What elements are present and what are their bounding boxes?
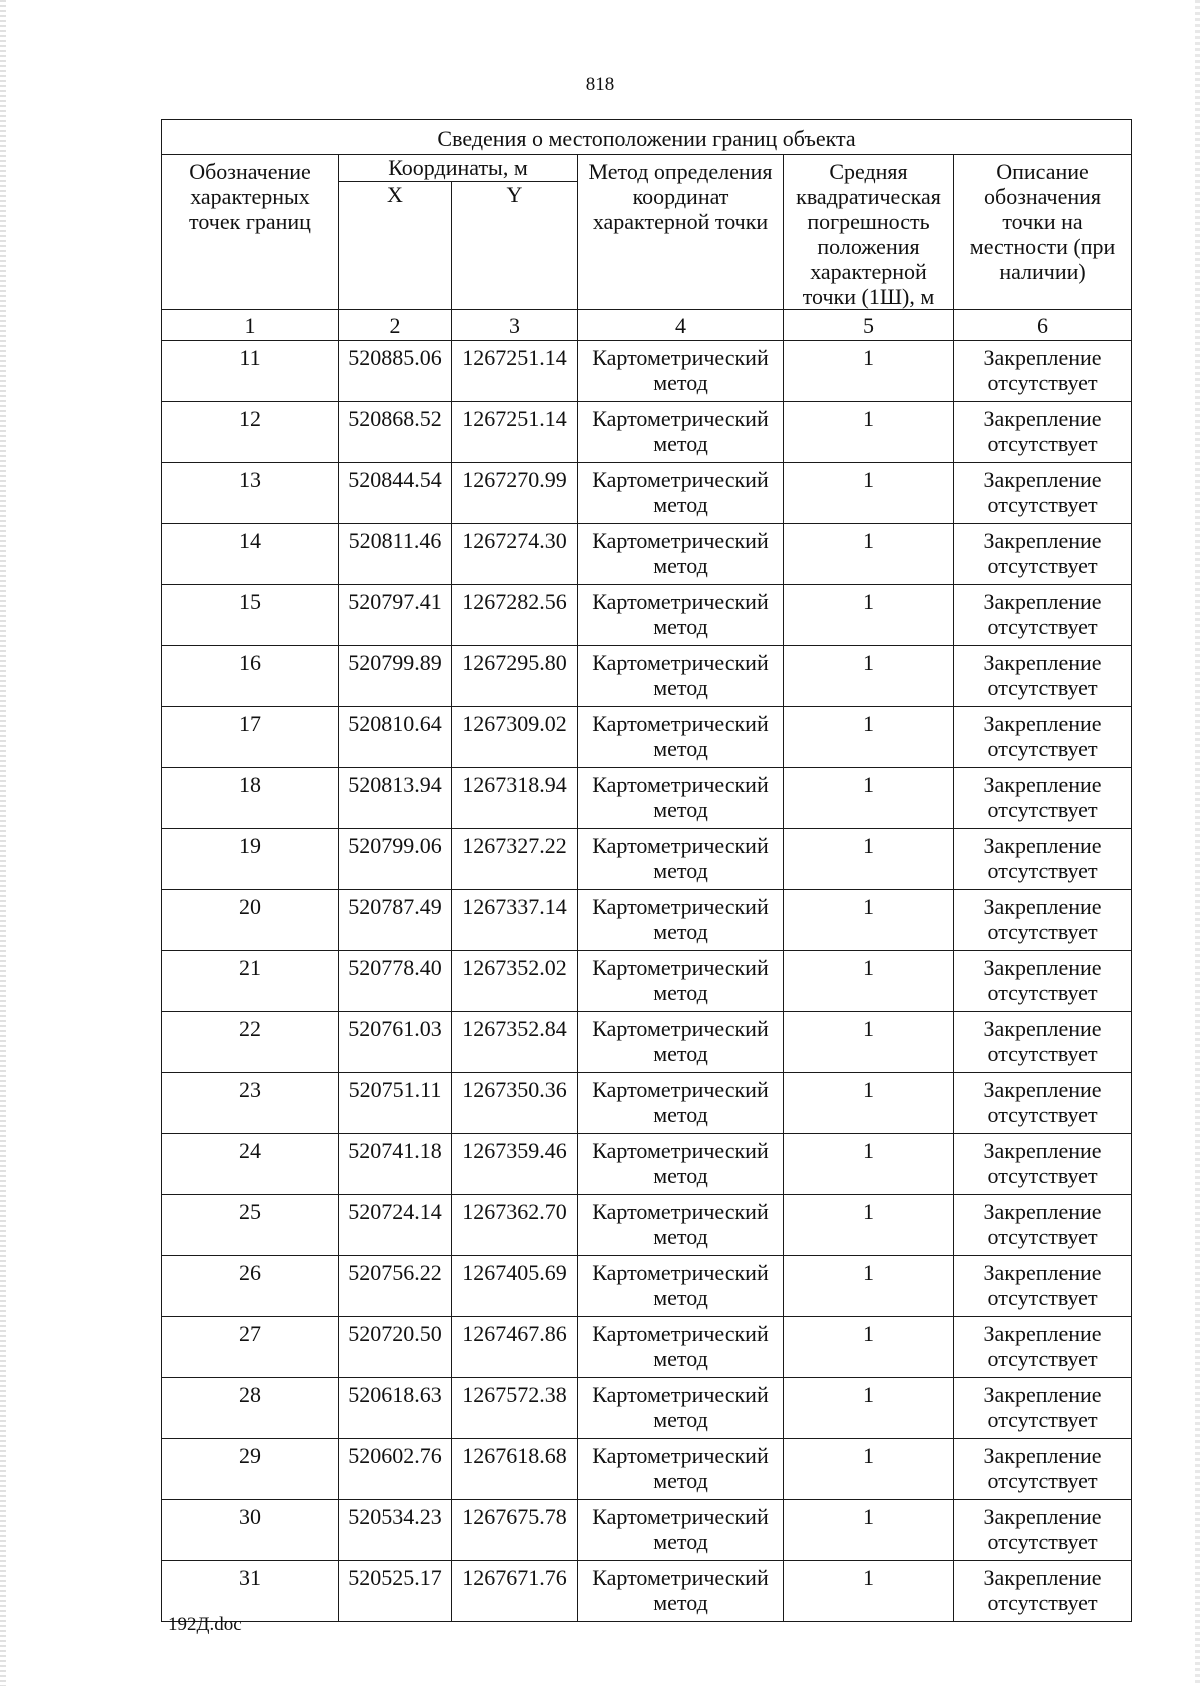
- cell-y: 1267318.94: [452, 768, 578, 829]
- cell-y: 1267352.02: [452, 951, 578, 1012]
- table-row: [162, 951, 1132, 1012]
- cell-description: Закрепление отсутствует: [954, 1012, 1132, 1073]
- cell-description: Закрепление отсутствует: [954, 951, 1132, 1012]
- cell-x: 520868.52: [339, 402, 452, 463]
- cell-description: Закрепление отсутствует: [954, 585, 1132, 646]
- cell-point: 21: [162, 951, 339, 1012]
- table-row: [162, 463, 1132, 524]
- cell-point: 17: [162, 707, 339, 768]
- cell-point: 12: [162, 402, 339, 463]
- cell-y: 1267282.56: [452, 585, 578, 646]
- column-number: 3: [452, 310, 578, 341]
- table-row: [162, 707, 1132, 768]
- cell-method: Картометрический метод: [578, 585, 784, 646]
- document-filename: 192Д.doc: [168, 1614, 242, 1635]
- cell-error: 1: [784, 951, 954, 1012]
- cell-y: 1267618.68: [452, 1439, 578, 1500]
- table-row: [162, 1073, 1132, 1134]
- cell-description: Закрепление отсутствует: [954, 1256, 1132, 1317]
- cell-method: Картометрический метод: [578, 1195, 784, 1256]
- column-number: 6: [954, 310, 1132, 341]
- cell-point: 23: [162, 1073, 339, 1134]
- table-row: [162, 1195, 1132, 1256]
- cell-description: Закрепление отсутствует: [954, 1317, 1132, 1378]
- cell-x: 520741.18: [339, 1134, 452, 1195]
- cell-point: 22: [162, 1012, 339, 1073]
- cell-description: Закрепление отсутствует: [954, 1195, 1132, 1256]
- cell-description: Закрепление отсутствует: [954, 707, 1132, 768]
- cell-y: 1267274.30: [452, 524, 578, 585]
- boundary-coordinates-table: [161, 119, 1132, 1622]
- cell-y: 1267295.80: [452, 646, 578, 707]
- cell-error: 1: [784, 707, 954, 768]
- header-coordinates: Координаты, м: [339, 155, 578, 182]
- table-row: [162, 1439, 1132, 1500]
- cell-y: 1267350.36: [452, 1073, 578, 1134]
- cell-x: 520778.40: [339, 951, 452, 1012]
- cell-method: Картометрический метод: [578, 829, 784, 890]
- cell-error: 1: [784, 463, 954, 524]
- cell-x: 520525.17: [339, 1561, 452, 1622]
- column-number: 4: [578, 310, 784, 341]
- cell-point: 11: [162, 341, 339, 402]
- cell-y: 1267405.69: [452, 1256, 578, 1317]
- table-row: [162, 341, 1132, 402]
- header-point-designation: Обозначение характерных точек границ: [162, 155, 339, 310]
- cell-y: 1267572.38: [452, 1378, 578, 1439]
- cell-point: 28: [162, 1378, 339, 1439]
- cell-error: 1: [784, 1134, 954, 1195]
- cell-x: 520618.63: [339, 1378, 452, 1439]
- cell-description: Закрепление отсутствует: [954, 1134, 1132, 1195]
- column-number: 5: [784, 310, 954, 341]
- header-method: Метод определения координат характерной точки: [578, 155, 784, 310]
- cell-x: 520761.03: [339, 1012, 452, 1073]
- table-row: [162, 402, 1132, 463]
- cell-method: Картометрический метод: [578, 1500, 784, 1561]
- cell-error: 1: [784, 1378, 954, 1439]
- cell-description: Закрепление отсутствует: [954, 829, 1132, 890]
- table-row: [162, 524, 1132, 585]
- cell-x: 520724.14: [339, 1195, 452, 1256]
- cell-point: 20: [162, 890, 339, 951]
- cell-point: 15: [162, 585, 339, 646]
- cell-y: 1267362.70: [452, 1195, 578, 1256]
- cell-error: 1: [784, 1500, 954, 1561]
- table-row: [162, 585, 1132, 646]
- header-x: X: [339, 182, 452, 310]
- cell-description: Закрепление отсутствует: [954, 1500, 1132, 1561]
- scan-edge-right: [1195, 0, 1200, 1686]
- table-row: [162, 646, 1132, 707]
- cell-description: Закрепление отсутствует: [954, 768, 1132, 829]
- cell-point: 29: [162, 1439, 339, 1500]
- cell-error: 1: [784, 646, 954, 707]
- cell-x: 520799.06: [339, 829, 452, 890]
- cell-description: Закрепление отсутствует: [954, 1439, 1132, 1500]
- cell-x: 520787.49: [339, 890, 452, 951]
- cell-point: 14: [162, 524, 339, 585]
- cell-description: Закрепление отсутствует: [954, 1378, 1132, 1439]
- cell-method: Картометрический метод: [578, 1256, 784, 1317]
- cell-x: 520751.11: [339, 1073, 452, 1134]
- cell-x: 520534.23: [339, 1500, 452, 1561]
- cell-x: 520813.94: [339, 768, 452, 829]
- table-row: [162, 1561, 1132, 1622]
- cell-error: 1: [784, 768, 954, 829]
- cell-error: 1: [784, 341, 954, 402]
- cell-point: 25: [162, 1195, 339, 1256]
- cell-point: 13: [162, 463, 339, 524]
- cell-error: 1: [784, 1073, 954, 1134]
- cell-y: 1267352.84: [452, 1012, 578, 1073]
- cell-y: 1267251.14: [452, 341, 578, 402]
- cell-description: Закрепление отсутствует: [954, 402, 1132, 463]
- cell-error: 1: [784, 890, 954, 951]
- header-y: Y: [452, 182, 578, 310]
- cell-point: 27: [162, 1317, 339, 1378]
- cell-point: 19: [162, 829, 339, 890]
- table-row: [162, 768, 1132, 829]
- cell-y: 1267309.02: [452, 707, 578, 768]
- cell-y: 1267467.86: [452, 1317, 578, 1378]
- table-row: [162, 1012, 1132, 1073]
- cell-method: Картометрический метод: [578, 707, 784, 768]
- table-row: [162, 1256, 1132, 1317]
- table-row: [162, 1134, 1132, 1195]
- cell-error: 1: [784, 1012, 954, 1073]
- table-row: [162, 1317, 1132, 1378]
- cell-method: Картометрический метод: [578, 341, 784, 402]
- cell-x: 520811.46: [339, 524, 452, 585]
- cell-description: Закрепление отсутствует: [954, 1073, 1132, 1134]
- cell-error: 1: [784, 1561, 954, 1622]
- cell-error: 1: [784, 1195, 954, 1256]
- table-row: [162, 1500, 1132, 1561]
- cell-x: 520756.22: [339, 1256, 452, 1317]
- cell-y: 1267270.99: [452, 463, 578, 524]
- column-number: 2: [339, 310, 452, 341]
- cell-method: Картометрический метод: [578, 646, 784, 707]
- header-mean-error: Средняя квадратическая погрешность положения характерной точки (1Ш), м: [784, 155, 954, 310]
- cell-x: 520797.41: [339, 585, 452, 646]
- cell-method: Картометрический метод: [578, 1561, 784, 1622]
- cell-y: 1267251.14: [452, 402, 578, 463]
- cell-method: Картометрический метод: [578, 524, 784, 585]
- table-row: [162, 1378, 1132, 1439]
- header-description: Описание обозначения точки на местности (при наличии): [954, 155, 1132, 310]
- cell-error: 1: [784, 1256, 954, 1317]
- cell-method: Картометрический метод: [578, 890, 784, 951]
- cell-x: 520720.50: [339, 1317, 452, 1378]
- cell-y: 1267327.22: [452, 829, 578, 890]
- cell-method: Картометрический метод: [578, 1134, 784, 1195]
- cell-description: Закрепление отсутствует: [954, 890, 1132, 951]
- cell-method: Картометрический метод: [578, 1012, 784, 1073]
- cell-method: Картометрический метод: [578, 402, 784, 463]
- cell-description: Закрепление отсутствует: [954, 463, 1132, 524]
- cell-description: Закрепление отсутствует: [954, 1561, 1132, 1622]
- cell-point: 16: [162, 646, 339, 707]
- cell-error: 1: [784, 1317, 954, 1378]
- cell-point: 31: [162, 1561, 339, 1622]
- cell-point: 24: [162, 1134, 339, 1195]
- cell-error: 1: [784, 1439, 954, 1500]
- cell-method: Картометрический метод: [578, 1378, 784, 1439]
- cell-error: 1: [784, 829, 954, 890]
- cell-description: Закрепление отсутствует: [954, 524, 1132, 585]
- cell-method: Картометрический метод: [578, 768, 784, 829]
- cell-y: 1267337.14: [452, 890, 578, 951]
- table-body: [162, 341, 1132, 1622]
- cell-x: 520844.54: [339, 463, 452, 524]
- cell-description: Закрепление отсутствует: [954, 646, 1132, 707]
- cell-description: Закрепление отсутствует: [954, 341, 1132, 402]
- cell-error: 1: [784, 402, 954, 463]
- cell-x: 520885.06: [339, 341, 452, 402]
- cell-error: 1: [784, 585, 954, 646]
- scan-edge-left: [0, 0, 6, 1686]
- cell-point: 18: [162, 768, 339, 829]
- page-number: 818: [585, 74, 615, 95]
- cell-error: 1: [784, 524, 954, 585]
- cell-x: 520602.76: [339, 1439, 452, 1500]
- cell-point: 26: [162, 1256, 339, 1317]
- cell-y: 1267359.46: [452, 1134, 578, 1195]
- cell-x: 520810.64: [339, 707, 452, 768]
- cell-y: 1267671.76: [452, 1561, 578, 1622]
- cell-method: Картометрический метод: [578, 1317, 784, 1378]
- cell-point: 30: [162, 1500, 339, 1561]
- column-number: 1: [162, 310, 339, 341]
- cell-method: Картометрический метод: [578, 1439, 784, 1500]
- cell-x: 520799.89: [339, 646, 452, 707]
- table-row: [162, 890, 1132, 951]
- cell-method: Картометрический метод: [578, 951, 784, 1012]
- cell-method: Картометрический метод: [578, 463, 784, 524]
- table-row: [162, 829, 1132, 890]
- cell-y: 1267675.78: [452, 1500, 578, 1561]
- cell-method: Картометрический метод: [578, 1073, 784, 1134]
- table-caption: Сведения о местоположении границ объекта: [162, 120, 1132, 155]
